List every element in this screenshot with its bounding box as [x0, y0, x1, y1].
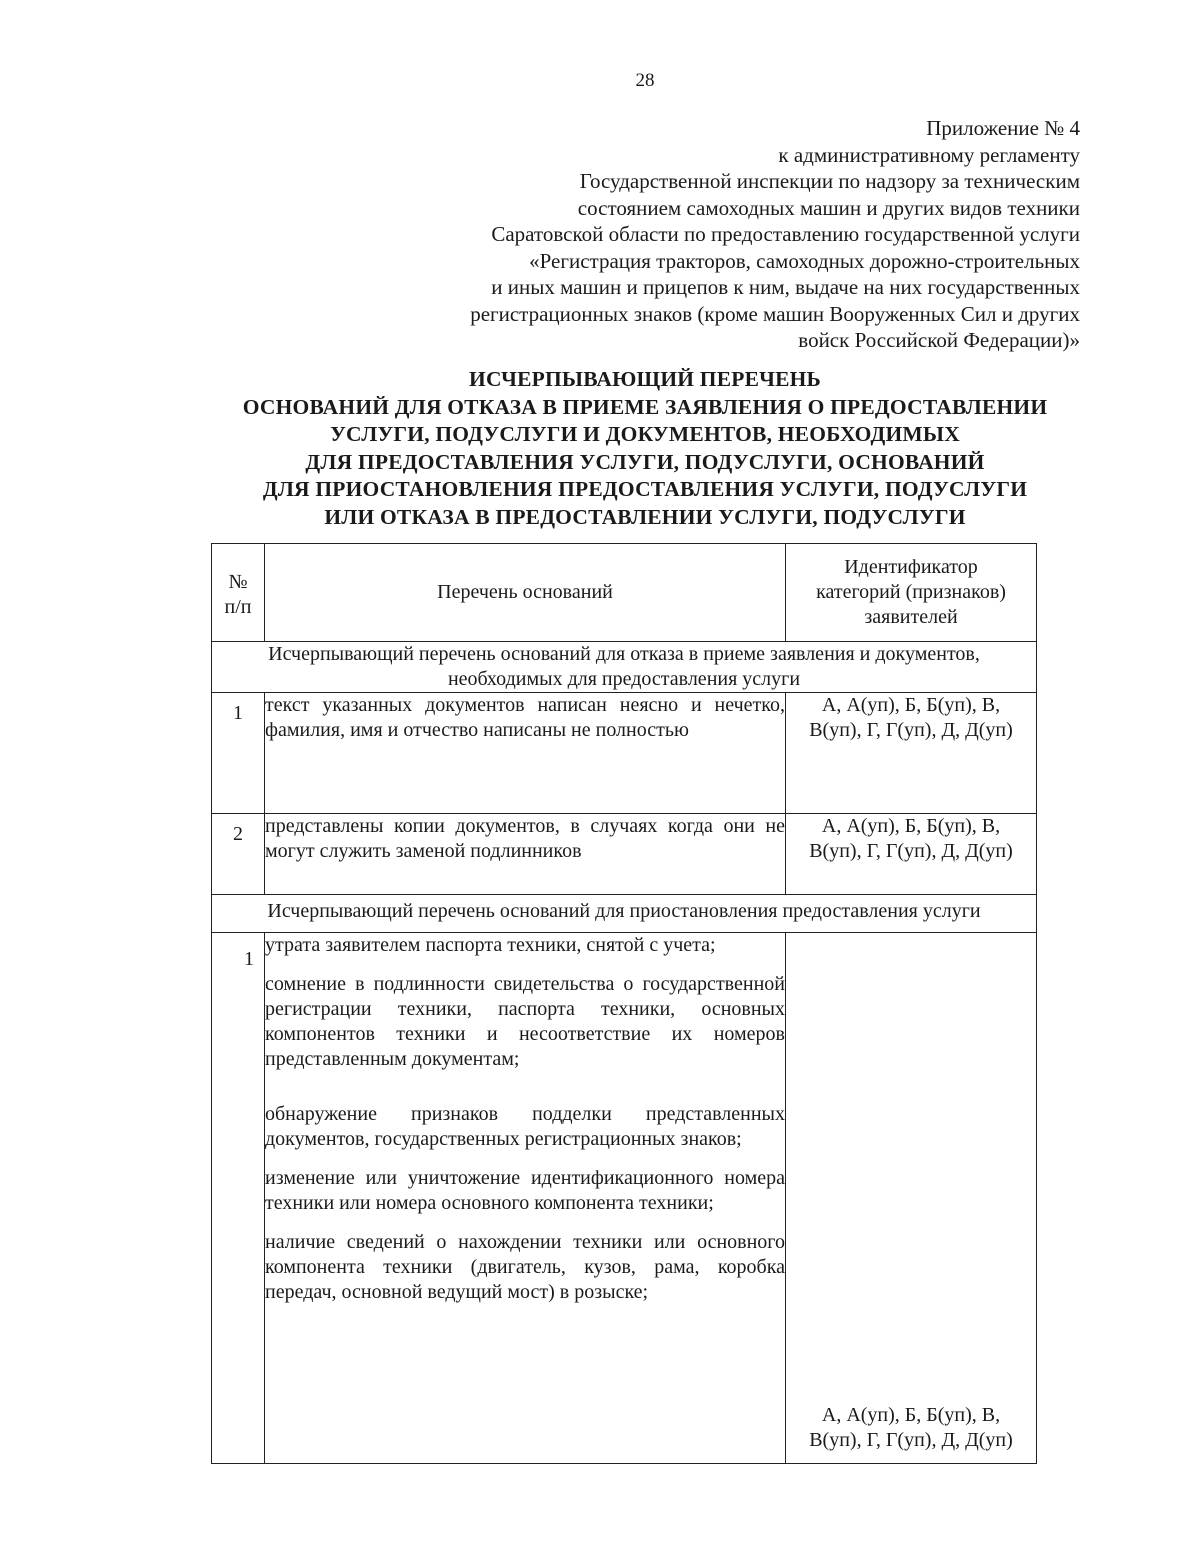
- appendix-line: войск Российской Федерации)»: [798, 328, 1080, 352]
- section-heading-line: Исчерпывающий перечень оснований для отказа в приеме заявления и документов,: [268, 643, 980, 665]
- section-heading: Исчерпывающий перечень оснований для приостановления предоставления услуги: [212, 895, 1037, 933]
- row-identifier: [786, 933, 1037, 1464]
- appendix-header: [360, 115, 1080, 354]
- section-heading-row: [212, 895, 1037, 933]
- row-number: 1: [212, 933, 265, 1464]
- appendix-line: состоянием самоходных машин и других видов техники: [577, 195, 1080, 220]
- document-title: [200, 366, 1090, 531]
- title-line: УСЛУГИ, ПОДУСЛУГИ И ДОКУМЕНТОВ, НЕОБХОДИМЫХ: [330, 422, 960, 446]
- appendix-line: Государственной инспекции по надзору за техническим: [579, 169, 1080, 193]
- ground-paragraph: изменение или уничтожение идентификационного номера техники или номера основного компонента техники;: [265, 1167, 785, 1214]
- table-row: [212, 933, 1037, 1464]
- ground-paragraph: сомнение в подлинности свидетельства о государственной регистрации техники, паспорта техники, основных компонентов техники и несоответствие их номеров представленным документам;: [265, 973, 785, 1070]
- row-grounds-text: [265, 933, 786, 1464]
- header-identifier-line: Идентификатор: [844, 556, 978, 578]
- title-line: ИЛИ ОТКАЗА В ПРЕДОСТАВЛЕНИИ УСЛУГИ, ПОДУСЛУГИ: [324, 504, 966, 529]
- identifier-line: А, А(уп), Б, Б(уп), В,: [821, 815, 1001, 837]
- header-identifier: [786, 544, 1037, 642]
- section-heading-line: необходимых для предоставления услуги: [447, 668, 801, 690]
- identifier-line: В(уп), Г, Г(уп), Д, Д(уп): [809, 1429, 1013, 1451]
- identifier-line: А, А(уп), Б, Б(уп), В,: [821, 694, 1001, 716]
- ground-paragraph: обнаружение признаков подделки представленных документов, государственных регистрационных знаков;: [265, 1103, 785, 1150]
- ground-paragraph: наличие сведений о нахождении техники или основного компонента техники (двигатель, кузов, рама, коробка передач, основной ведущий мост) в розыске;: [265, 1231, 785, 1303]
- page-number: 28: [635, 70, 655, 91]
- header-identifier-line: заявителей: [864, 606, 958, 628]
- row-identifier: [786, 693, 1037, 814]
- appendix-line: «Регистрация тракторов, самоходных дорожно-строительных: [529, 248, 1080, 273]
- row-grounds-text: текст указанных документов написан неясно и нечетко, фамилия, имя и отчество написаны не полностью: [265, 693, 786, 814]
- row-grounds-text: представлены копии документов, в случаях когда они не могут служить заменой подлинников: [265, 814, 786, 895]
- table-header-row: [212, 544, 1037, 642]
- appendix-line: Саратовской области по предоставлению государственной услуги: [491, 222, 1080, 246]
- row-number: 2: [212, 814, 265, 895]
- section-heading-row: [212, 642, 1037, 693]
- header-number-line: п/п: [224, 595, 252, 618]
- title-line: ОСНОВАНИЙ ДЛЯ ОТКАЗА В ПРИЕМЕ ЗАЯВЛЕНИЯ О ПРЕДОСТАВЛЕНИИ: [242, 394, 1048, 419]
- appendix-line: регистрационных знаков (кроме машин Вооруженных Сил и других: [470, 301, 1080, 326]
- header-number: [212, 544, 265, 642]
- row-identifier: [786, 814, 1037, 895]
- row-number: 1: [212, 693, 265, 814]
- title-line: ИСЧЕРПЫВАЮЩИЙ ПЕРЕЧЕНЬ: [469, 367, 821, 391]
- identifier-line: А, А(уп), Б, Б(уп), В,: [821, 1404, 1001, 1426]
- table-row: [212, 814, 1037, 895]
- appendix-line: Приложение № 4: [926, 116, 1080, 140]
- ground-paragraph: утрата заявителем паспорта техники, снятой с учета;: [265, 934, 716, 956]
- grounds-table: [211, 543, 1037, 1464]
- header-number-line: №: [228, 570, 248, 593]
- appendix-line: и иных машин и прицепов к ним, выдаче на них государственных: [491, 275, 1080, 299]
- title-line: ДЛЯ ПРИОСТАНОВЛЕНИЯ ПРЕДОСТАВЛЕНИЯ УСЛУГИ, ПОДУСЛУГИ: [262, 477, 1028, 501]
- section-heading: [212, 642, 1037, 693]
- title-line: ДЛЯ ПРЕДОСТАВЛЕНИЯ УСЛУГИ, ПОДУСЛУГИ, ОСНОВАНИЙ: [305, 449, 985, 474]
- identifier-line: В(уп), Г, Г(уп), Д, Д(уп): [809, 719, 1013, 741]
- table-row: [212, 693, 1037, 814]
- identifier-line: В(уп), Г, Г(уп), Д, Д(уп): [809, 840, 1013, 862]
- appendix-line: к административному регламенту: [778, 142, 1080, 167]
- header-identifier-line: категорий (признаков): [816, 581, 1006, 603]
- header-grounds: Перечень оснований: [265, 544, 786, 642]
